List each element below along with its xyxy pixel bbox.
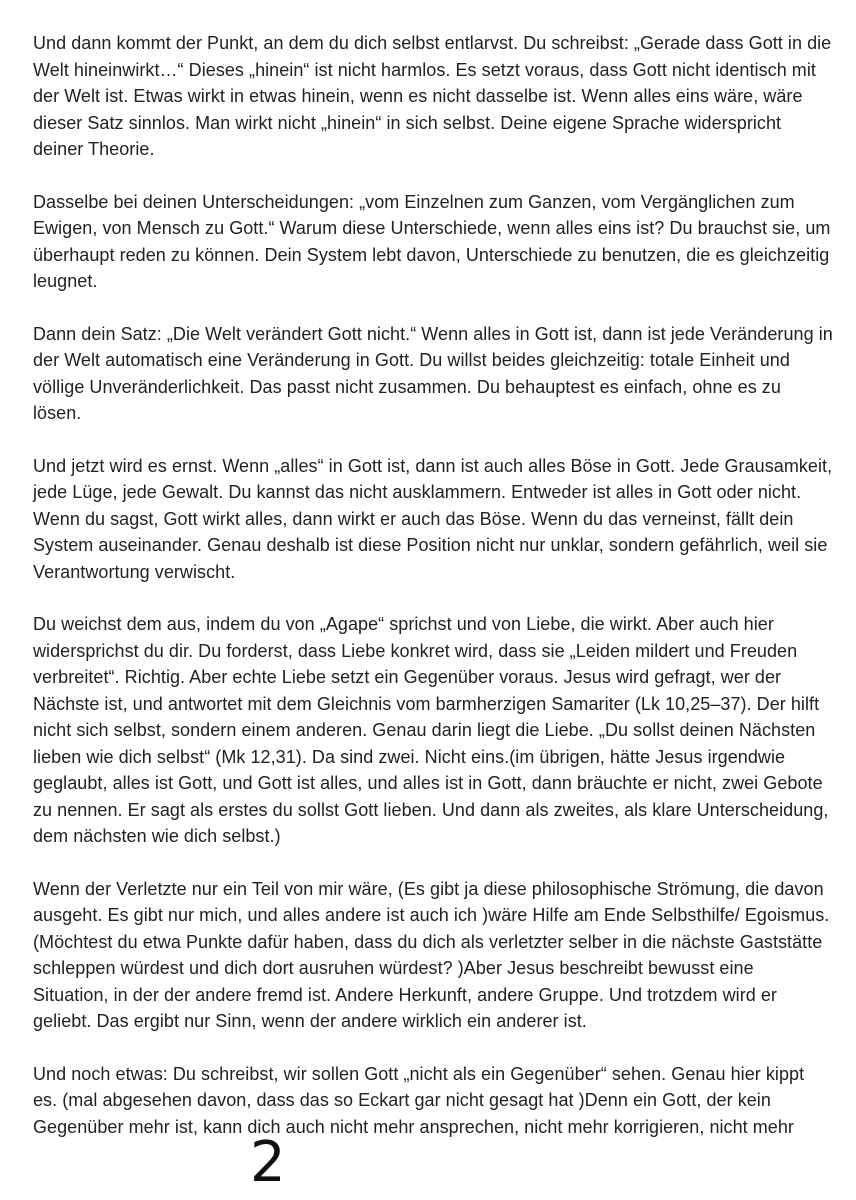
paragraph-6: Wenn der Verletzte nur ein Teil von mir wäre, (Es gibt ja diese philosophische Strömung, die davon ausgeht. Es gibt nur mich, und alles andere ist auch ich )wäre Hilfe am Ende Selbsthilfe/ Egoismus. (Möchtest du etwa Punkte dafür haben, dass du dich als verletzter selber in die nächste Gaststätte schleppen würdest und dich dort ausruhen würdest? )Aber Jesus beschreibt bewusst eine Situation, in der der andere fremd ist. Andere Herkunft, andere Gruppe. Und trotzdem wird er geliebt. Das ergibt nur Sinn, wenn der andere wirklich ein anderer ist.	[33, 878, 830, 1031]
paragraph-7: Und noch etwas: Du schreibst, wir sollen Gott „nicht als ein Gegenüber“ sehen. Genau hier kippt es. (mal abgesehen davon, dass das so Eckart gar nicht gesagt hat )Denn ein Gott, der kein Gegenüber mehr ist, kann dich auch nicht mehr ansprechen, nicht mehr korrigieren, nicht mehr	[33, 1063, 805, 1137]
paragraph-2: Dasselbe bei deinen Unterscheidungen: „vom Einzelnen zum Ganzen, vom Vergänglichen zum Ewigen, von Mensch zu Gott.“ Warum diese Unterschiede, wenn alles eins ist? Du brauchst sie, um überhaupt reden zu können. Dein System lebt davon, Unterschiede zu benutzen, die es gleichzeitig leugnet.	[33, 191, 831, 291]
paragraph-3: Dann dein Satz: „Die Welt verändert Gott nicht.“ Wenn alles in Gott ist, dann ist jede Veränderung in der Welt automatisch eine Veränderung in Gott. Du willst beides gleichzeitig: totale Einheit und völlige Unveränderlichkeit. Das passt nicht zusammen. Du behauptest es einfach, ohne es zu lösen.	[33, 323, 833, 423]
paragraph-5: Du weichst dem aus, indem du von „Agape“ sprichst und von Liebe, die wirkt. Aber auch hier widersprichst du dir. Du forderst, dass Liebe konkret wird, dass sie „Leiden mildert und Freuden verbreitet“. Richtig. Aber echte Liebe setzt ein Gegenüber voraus. Jesus wird gefragt, wer der Nächste ist, und antwortet mit dem Gleichnis vom barmherzigen Samariter (Lk 10,25–37). Der hilft nicht sich selbst, sondern einem anderen. Genau darin liegt die Liebe. „Du sollst deinen Nächsten lieben wie dich selbst“ (Mk 12,31). Da sind zwei. Nicht eins.(im übrigen, hätte Jesus irgendwie geglaubt, alles ist Gott, und Gott ist alles, und alles ist in Gott, dann bräuchte er nicht, zwei Gebote zu nennen. Er sagt als erstes du sollst Gott lieben. Und dann als zweites, als klare Unterscheidung, dem nächsten wie dich selbst.)	[33, 614, 829, 846]
paragraph-4: Und jetzt wird es ernst. Wenn „alles“ in Gott ist, dann ist auch alles Böse in Gott. Jede Grausamkeit, jede Lüge, jede Gewalt. Du kannst das nicht ausklammern. Entweder ist alles in Gott oder nicht. Wenn du sagst, Gott wirkt alles, dann wirkt er auch das Böse. Wenn du das verneinst, fällt dein System auseinander. Genau deshalb ist diese Position nicht nur unklar, sondern gefährlich, weil sie Verantwortung verwischt.	[33, 455, 833, 582]
paragraph-1: Und dann kommt der Punkt, an dem du dich selbst entlarvst. Du schreibst: „Gerade dass Gott in die Welt hineinwirkt…“ Dieses „hinein“ ist nicht harmlos. Es setzt voraus, dass Gott nicht identisch mit der Welt ist. Etwas wirkt in etwas hinein, wenn es nicht dasselbe ist. Wenn alles eins wäre, wäre dieser Satz sinnlos. Man wirkt nicht „hinein“ in sich selbst. Deine eigene Sprache widerspricht deiner Theorie.	[33, 33, 832, 159]
page-number: 2	[250, 1130, 286, 1195]
document-body	[33, 30, 833, 1166]
